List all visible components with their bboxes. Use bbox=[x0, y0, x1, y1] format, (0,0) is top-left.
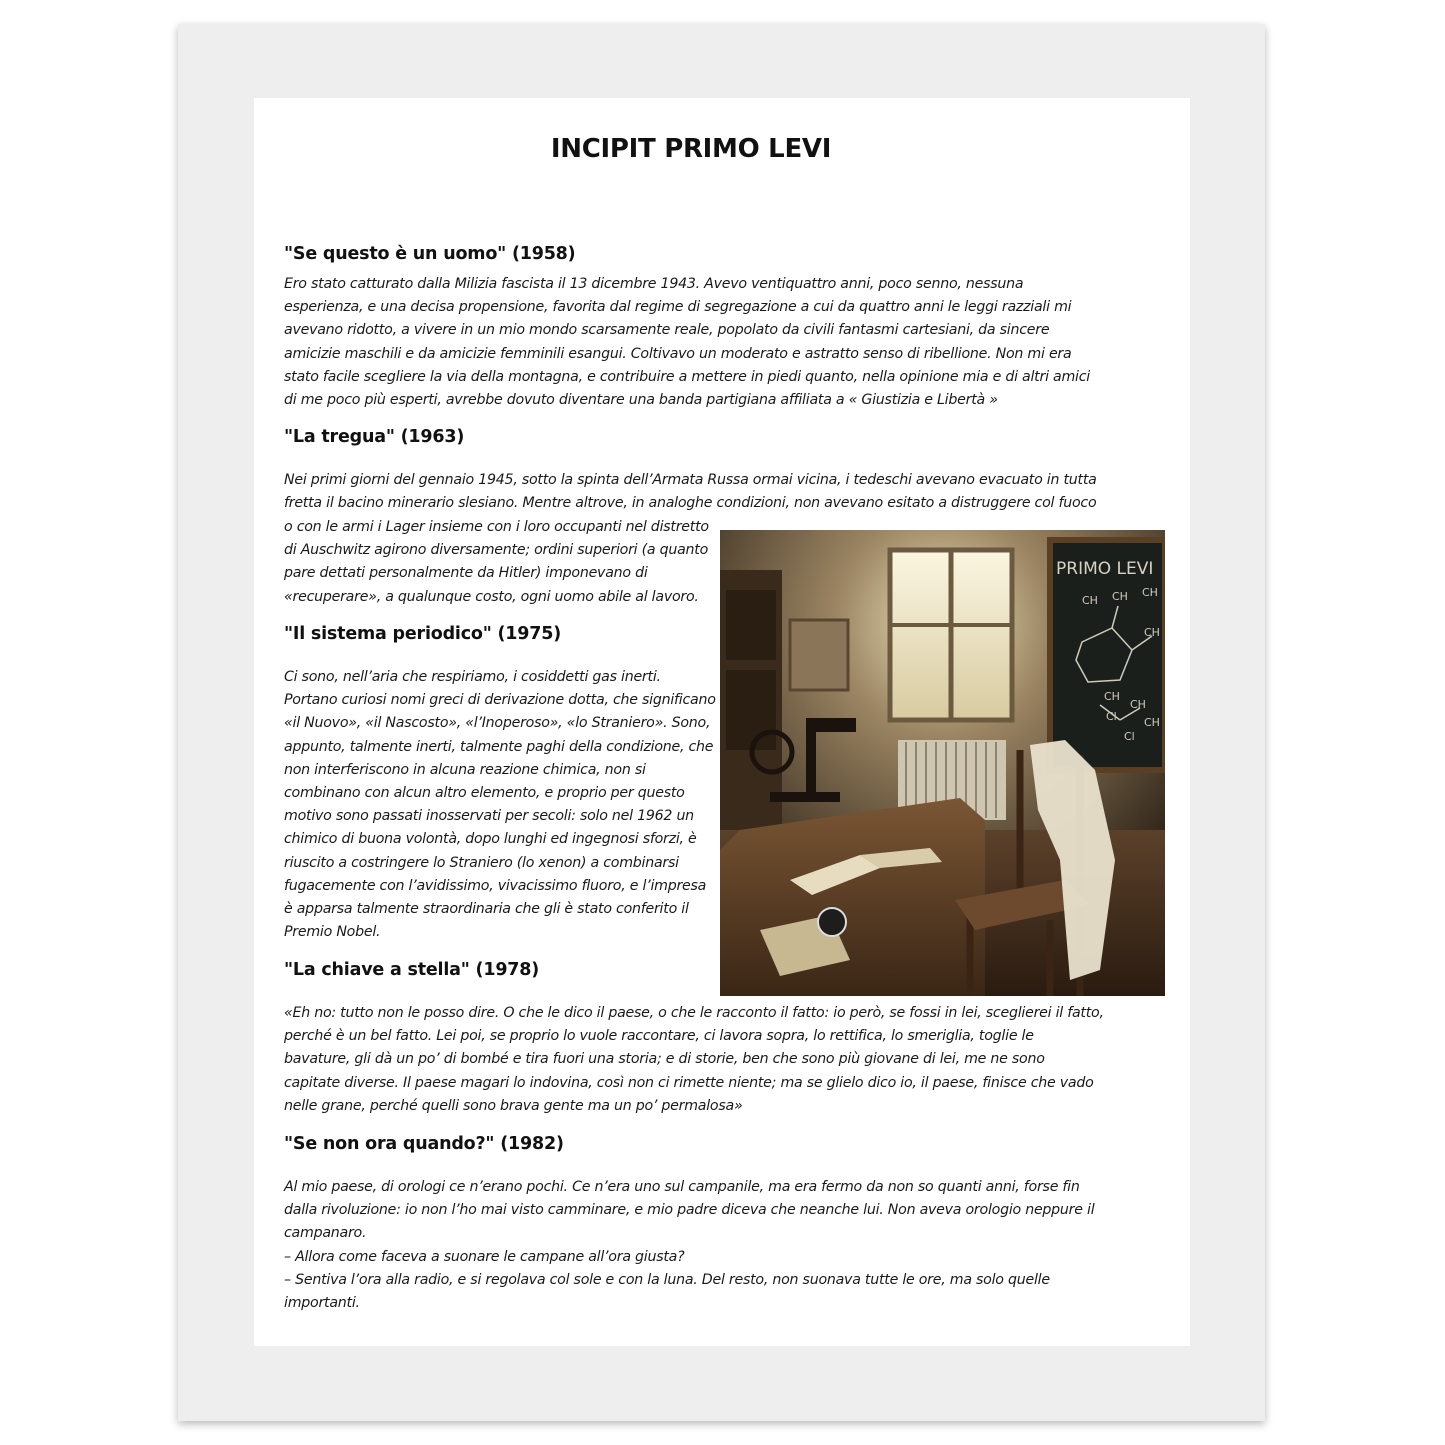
heading-se-non-ora-quando: "Se non ora quando?" (1982) bbox=[284, 1134, 564, 1154]
desk bbox=[720, 798, 985, 996]
incipit-la-tregua-narrow: o con le armi i Lager insieme con i loro occupanti nel distretto di Auschwitz agirono diversamente; ordini superiori (a quanto pare dettati personalmente da Hitler) imponevano di «recuperare», a qualunque costo, ogni uomo abile al lavoro. bbox=[284, 519, 709, 605]
wall-picture bbox=[790, 620, 848, 690]
star-key bbox=[818, 908, 846, 936]
svg-text:CH: CH bbox=[1144, 626, 1160, 639]
page-title: INCIPIT PRIMO LEVI bbox=[550, 134, 832, 164]
svg-text:CH: CH bbox=[1130, 698, 1146, 711]
incipit-se-non-ora-quando-p2: – Allora come faceva a suonare le campane all’ora giusta? bbox=[284, 1248, 685, 1265]
incipit-se-questo-e-un-uomo: Ero stato catturato dalla Milizia fascista il 13 dicembre 1943. Avevo ventiquattro anni, poco senno, nessuna esperienza, e una decisa propensione, favorita dal regime di segregazione a cui da quattro anni le leggi razziali mi avevano ridotto, a vivere in un mio mondo scarsamente reale, popolato da civili fantasmi cartesiani, da sincere amicizie maschili e da amicizie femminili esangui. Coltivavo un moderato e astratto senso di ribellione. Non mi era stato facile scegliere la via della montagna, e contribuire a mettere in piedi quanto, nella opinione mia e di altri amici di me poco più esperti, avrebbe dovuto diventare una banda partigiana affiliata a « Giustizia e Libertà » bbox=[284, 276, 1090, 409]
svg-text:Cl: Cl bbox=[1124, 730, 1135, 743]
incipit-la-tregua-wide: Nei primi giorni del gennaio 1945, sotto la spinta dell’Armata Russa ormai vicina, i tedeschi avevano evacuato in tutta fretta il bacino minerario slesiano. Mentre altrove, in analoghe condizioni, non avevano esitato a distruggere col fuoco bbox=[284, 472, 1097, 512]
document-page bbox=[254, 98, 1190, 1346]
incipit-se-non-ora-quando bbox=[284, 1176, 1104, 1315]
incipit-se-non-ora-quando-p3: – Sentiva l’ora alla radio, e si regolava col sole e con la luna. Del resto, non suonava tutte le ore, ma solo quelle importanti. bbox=[284, 1271, 1050, 1312]
incipit-se-non-ora-quando-p1: Al mio paese, di orologi ce n’erano pochi. Ce n’era uno sul campanile, ma era fermo da non so quanti anni, forse fin dalla rivoluzione: io non l’ho mai visto camminare, e mio padre diceva che neanche lui. Non aveva orologio neppure il campanaro. bbox=[284, 1179, 1095, 1242]
svg-text:CH: CH bbox=[1104, 690, 1120, 703]
svg-text:Cl: Cl bbox=[1106, 710, 1117, 723]
svg-text:CH: CH bbox=[1082, 594, 1098, 607]
svg-text:CH: CH bbox=[1142, 586, 1158, 599]
svg-text:CH: CH bbox=[1144, 716, 1160, 729]
print-mat bbox=[178, 24, 1265, 1421]
incipit-il-sistema-periodico: Ci sono, nell’aria che respiriamo, i cosiddetti gas inerti. Portano curiosi nomi greci di derivazione dotta, che significano «il Nuovo», «il Nascosto», «l’Inoperoso», «lo Straniero». Sono, appunto, talmente inerti, talmente paghi della condizione, che non interferiscono in alcuna reazione chimica, non si combinano con alcun altro elemento, e proprio per questo motivo sono passati inosservati per secoli: solo nel 1962 un chimico di buona volontà, dopo lunghi ed ingegnosi sforzi, è riuscito a costringere lo Straniero (lo xenon) a combinarsi fugacemente con l’avidissimo, vivacissimo fluoro, e l’impresa è apparsa talmente straordinaria che gli è stato conferito il Premio Nobel. bbox=[284, 669, 716, 941]
svg-text:CH: CH bbox=[1112, 590, 1128, 603]
heading-la-tregua: "La tregua" (1963) bbox=[284, 427, 465, 447]
heading-se-questo-e-un-uomo: "Se questo è un uomo" (1958) bbox=[284, 244, 576, 264]
chalkboard-title: PRIMO LEVI bbox=[1056, 559, 1154, 579]
illustration-study-room bbox=[720, 530, 1165, 996]
heading-la-chiave-a-stella: "La chiave a stella" (1978) bbox=[284, 960, 540, 980]
heading-il-sistema-periodico: "Il sistema periodico" (1975) bbox=[284, 624, 562, 644]
incipit-la-chiave-a-stella: «Eh no: tutto non le posso dire. O che le dico il paese, o che le racconto il fatto: io però, se fossi in lei, sceglierei il fatto, perché è un bel fatto. Lei poi, se proprio lo vuole raccontare, ci lavora sopra, lo rettifica, lo smeriglia, toglie le bavature, gli dà un po’ di bombé e tira fuori una storia; e di storie, ben che sono più giovane di lei, me ne sono capitate diverse. Il paese magari lo indovina, così non ci rimette niente; ma se glielo dico io, il paese, finisce che vado nelle grane, perché quelli sono brava gente ma un po’ permalosa» bbox=[284, 1005, 1104, 1114]
